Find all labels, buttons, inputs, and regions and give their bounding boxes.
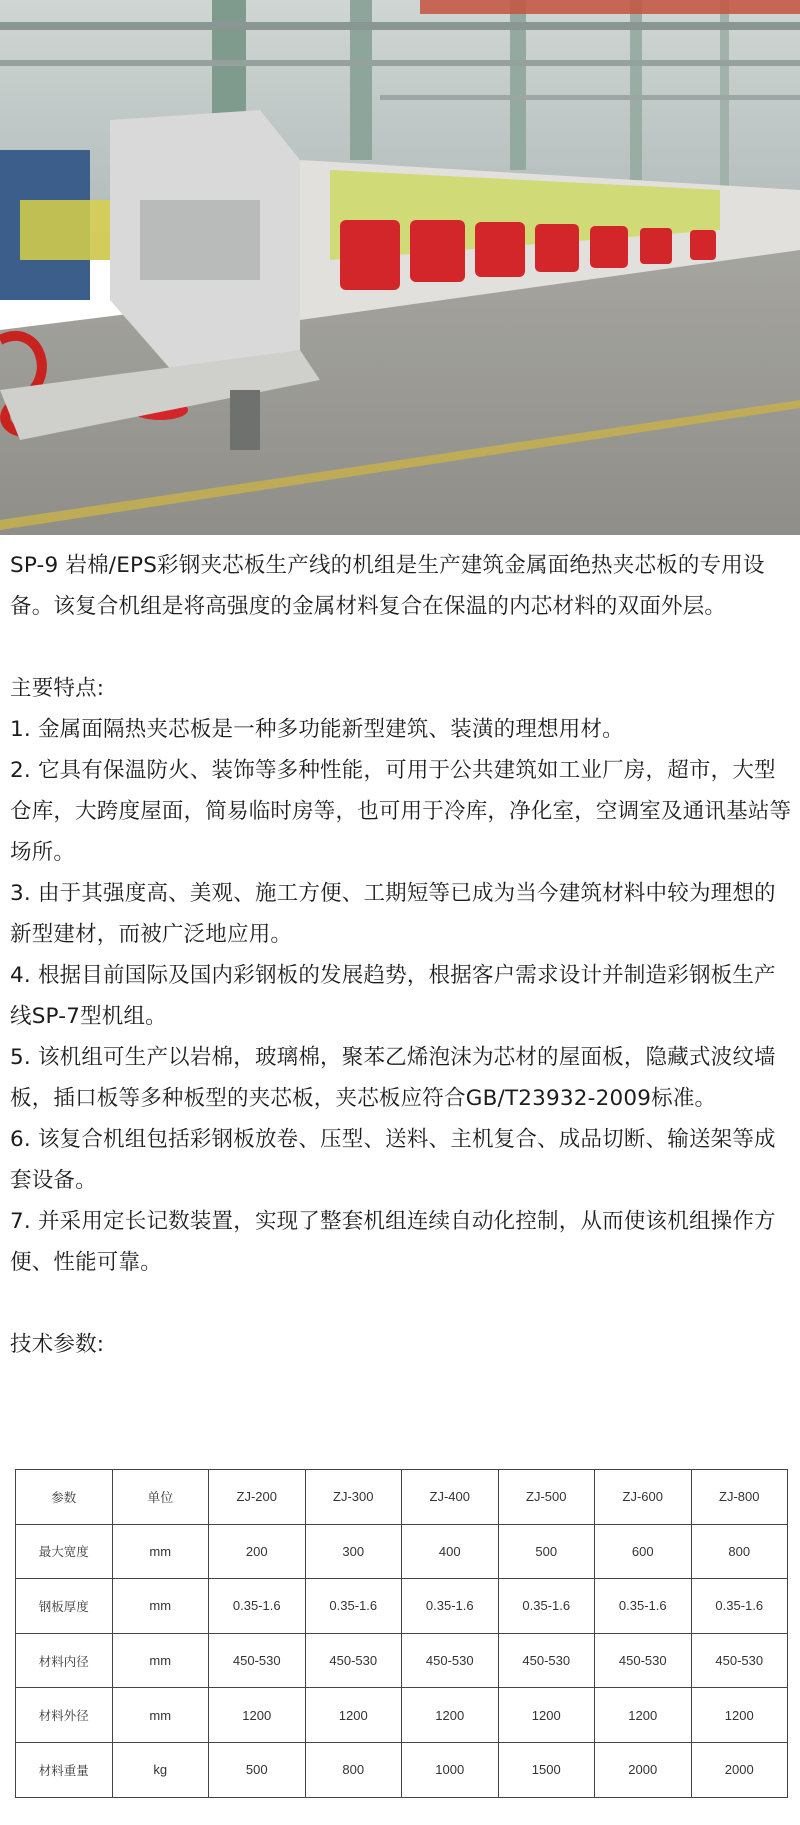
table-cell: 450-530: [691, 1633, 788, 1688]
table-cell: 200: [209, 1524, 306, 1579]
table-cell: 600: [595, 1524, 692, 1579]
table-cell: 材料外径: [16, 1688, 113, 1743]
table-cell: mm: [112, 1688, 209, 1743]
table-header-cell: ZJ-400: [402, 1470, 499, 1525]
specs-table: [15, 1469, 788, 1798]
feature-item-6: 6. 该复合机组包括彩钢板放卷、压型、送料、主机复合、成品切断、输送架等成套设备。: [10, 1127, 776, 1193]
feature-item-1: 1. 金属面隔热夹芯板是一种多功能新型建筑、装潢的理想用材。: [10, 717, 624, 742]
feature-item-3: 3. 由于其强度高、美观、施工方便、工期短等已成为当今建筑材料中较为理想的新型建材，而被广泛地应用。: [10, 881, 776, 947]
factory-production-line-photo: [0, 0, 800, 535]
table-header-cell: 单位: [112, 1470, 209, 1525]
table-cell: 500: [498, 1524, 595, 1579]
table-cell: mm: [112, 1524, 209, 1579]
table-cell: 1000: [402, 1742, 499, 1797]
table-cell: 0.35-1.6: [402, 1579, 499, 1634]
table-cell: mm: [112, 1579, 209, 1634]
table-cell: 400: [402, 1524, 499, 1579]
feature-item-4: 4. 根据目前国际及国内彩钢板的发展趋势，根据客户需求设计并制造彩钢板生产线SP-7型机组。: [10, 963, 776, 1029]
table-cell: 钢板厚度: [16, 1579, 113, 1634]
table-cell: 300: [305, 1524, 402, 1579]
intro-paragraph: SP-9 岩棉/EPS彩钢夹芯板生产线的机组是生产建筑金属面绝热夹芯板的专用设备。该复合机组是将高强度的金属材料复合在保温的内芯材料的双面外层。: [10, 553, 765, 619]
table-cell: 1200: [595, 1688, 692, 1743]
table-cell: 800: [691, 1524, 788, 1579]
table-cell: 450-530: [595, 1633, 692, 1688]
table-cell: mm: [112, 1633, 209, 1688]
table-cell: 1500: [498, 1742, 595, 1797]
table-row: [16, 1633, 788, 1688]
table-cell: 0.35-1.6: [595, 1579, 692, 1634]
feature-item-2: 2. 它具有保温防火、装饰等多种性能，可用于公共建筑如工业厂房，超市，大型仓库，大跨度屋面，简易临时房等，也可用于冷库，净化室，空调室及通讯基站等场所。: [10, 758, 792, 865]
table-cell: 450-530: [305, 1633, 402, 1688]
table-row: [16, 1688, 788, 1743]
table-cell: 800: [305, 1742, 402, 1797]
table-cell: 2000: [691, 1742, 788, 1797]
table-header-cell: ZJ-800: [691, 1470, 788, 1525]
table-cell: 2000: [595, 1742, 692, 1797]
table-cell: 0.35-1.6: [691, 1579, 788, 1634]
table-cell: 0.35-1.6: [305, 1579, 402, 1634]
table-cell: 450-530: [209, 1633, 306, 1688]
table-header-cell: ZJ-300: [305, 1470, 402, 1525]
table-cell: 1200: [498, 1688, 595, 1743]
feature-item-5: 5. 该机组可生产以岩棉，玻璃棉，聚苯乙烯泡沫为芯材的屋面板，隐藏式波纹墙板，插口板等多种板型的夹芯板，夹芯板应符合GB/T23932-2009标准。: [10, 1045, 776, 1111]
table-cell: 最大宽度: [16, 1524, 113, 1579]
table-cell: 450-530: [498, 1633, 595, 1688]
table-header-cell: ZJ-500: [498, 1470, 595, 1525]
table-cell: 500: [209, 1742, 306, 1797]
table-cell: 1200: [402, 1688, 499, 1743]
table-row: [16, 1579, 788, 1634]
table-cell: 材料内径: [16, 1633, 113, 1688]
table-row: [16, 1742, 788, 1797]
table-row: [16, 1524, 788, 1579]
table-header-cell: ZJ-200: [209, 1470, 306, 1525]
table-cell: 材料重量: [16, 1742, 113, 1797]
table-cell: 0.35-1.6: [498, 1579, 595, 1634]
table-header-cell: 参数: [16, 1470, 113, 1525]
table-cell: 1200: [305, 1688, 402, 1743]
table-header-row: [16, 1470, 788, 1525]
table-cell: 1200: [209, 1688, 306, 1743]
table-header-cell: ZJ-600: [595, 1470, 692, 1525]
specs-heading: 技术参数:: [10, 1332, 105, 1357]
features-heading: 主要特点:: [10, 676, 105, 701]
feature-item-7: 7. 并采用定长记数装置，实现了整套机组连续自动化控制，从而使该机组操作方便、性能可靠。: [10, 1209, 776, 1275]
table-cell: 1200: [691, 1688, 788, 1743]
table-cell: 450-530: [402, 1633, 499, 1688]
table-cell: kg: [112, 1742, 209, 1797]
table-cell: 0.35-1.6: [209, 1579, 306, 1634]
